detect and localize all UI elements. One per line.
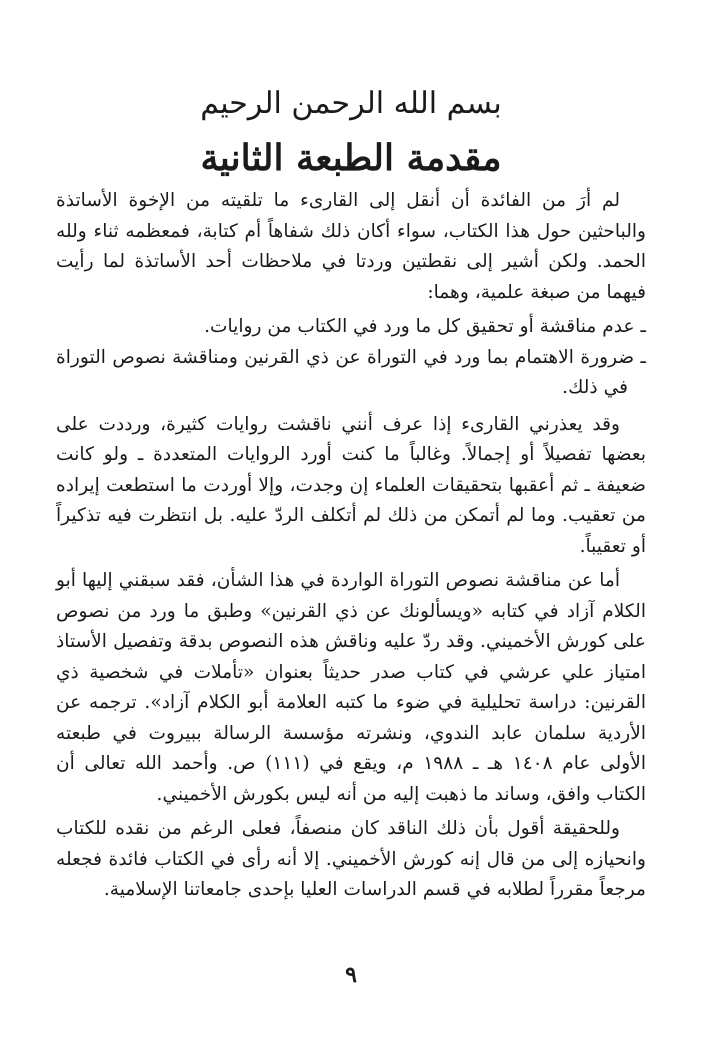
list-item: ـ عدم مناقشة أو تحقيق كل ما ورد في الكتاب من روايات. bbox=[204, 316, 646, 337]
basmala-heading: بسم الله الرحمن الرحيم bbox=[200, 86, 502, 121]
page-title: مقدمة الطبعة الثانية bbox=[200, 137, 502, 179]
list-item: ـ ضرورة الاهتمام بما ورد في التوراة عن ذي القرنين ومناقشة نصوص التوراة في ذلك. bbox=[56, 346, 646, 398]
paragraph-conclusion: وللحقيقة أقول بأن ذلك الناقد كان منصفاً، فعلى الرغم من نقده للكتاب وانحيازه إلى من قال إنه كورش الأخميني. إلا أنه رأى في الكتاب فائدة فجعله مرجعاً مقرراً لطلابه في قسم الدراسات العليا بإحدى جامعاتنا الإسلامية. bbox=[56, 818, 646, 900]
body-text bbox=[56, 186, 646, 910]
paragraph-reply: وقد يعذرني القارىء إذا عرف أنني ناقشت روايات كثيرة، ورددت على بعضها تفصيلاً أو إجمالاً. وغالباً ما كنت أورد الروايات المتعددة ـ ولو كانت ضعيفة ـ ثم أعقبها بتحقيقات العلماء إن وجدت، وإلا أوردت ما استطعت إيراده من تعقيب. وما لم أتمكن من ذلك لم أتكلف الردّ عليه. بل انتظرت فيه تذكيراً أو تعقيباً. bbox=[56, 413, 646, 557]
paragraph-intro: لم أرَ من الفائدة أن أنقل إلى القارىء ما تلقيته من الإخوة الأساتذة والباحثين حول هذا الكتاب، سواء أكان ذلك شفاهاً أم كتابة، فمعظمه ثناء ولله الحمد. ولكن أشير إلى نقطتين وردتا في ملاحظات أحد الأساتذة لما رأيت فيهما من صبغة علمية، وهما: bbox=[56, 190, 646, 303]
page-number: ٩ bbox=[345, 962, 357, 988]
paragraph-torah: أما عن مناقشة نصوص التوراة الواردة في هذا الشأن، فقد سبقني إليها أبو الكلام آزاد في كتابه «ويسألونك عن ذي القرنين» وطبق ما ورد من نصوص على كورش الأخميني. وقد ردّ عليه وناقش هذه النصوص بدقة وتفصيل الأستاذ امتياز علي عرشي في كتاب صدر حديثاً بعنوان «تأملات في شخصية ذي القرنين: دراسة تحليلية في ضوء ما كتبه العلامة أبو الكلام آزاد». ترجمه عن الأردية سلمان عابد الندوي، ونشرته مؤسسة الرسالة ببيروت في طبعته الأولى عام ١٤٠٨ هـ ـ ١٩٨٨ م، ويقع في (١١١) ص. وأحمد الله تعالى أن الكتاب وافق، وساند ما ذهبت إليه من أنه ليس بكورش الأخميني. bbox=[56, 570, 646, 805]
